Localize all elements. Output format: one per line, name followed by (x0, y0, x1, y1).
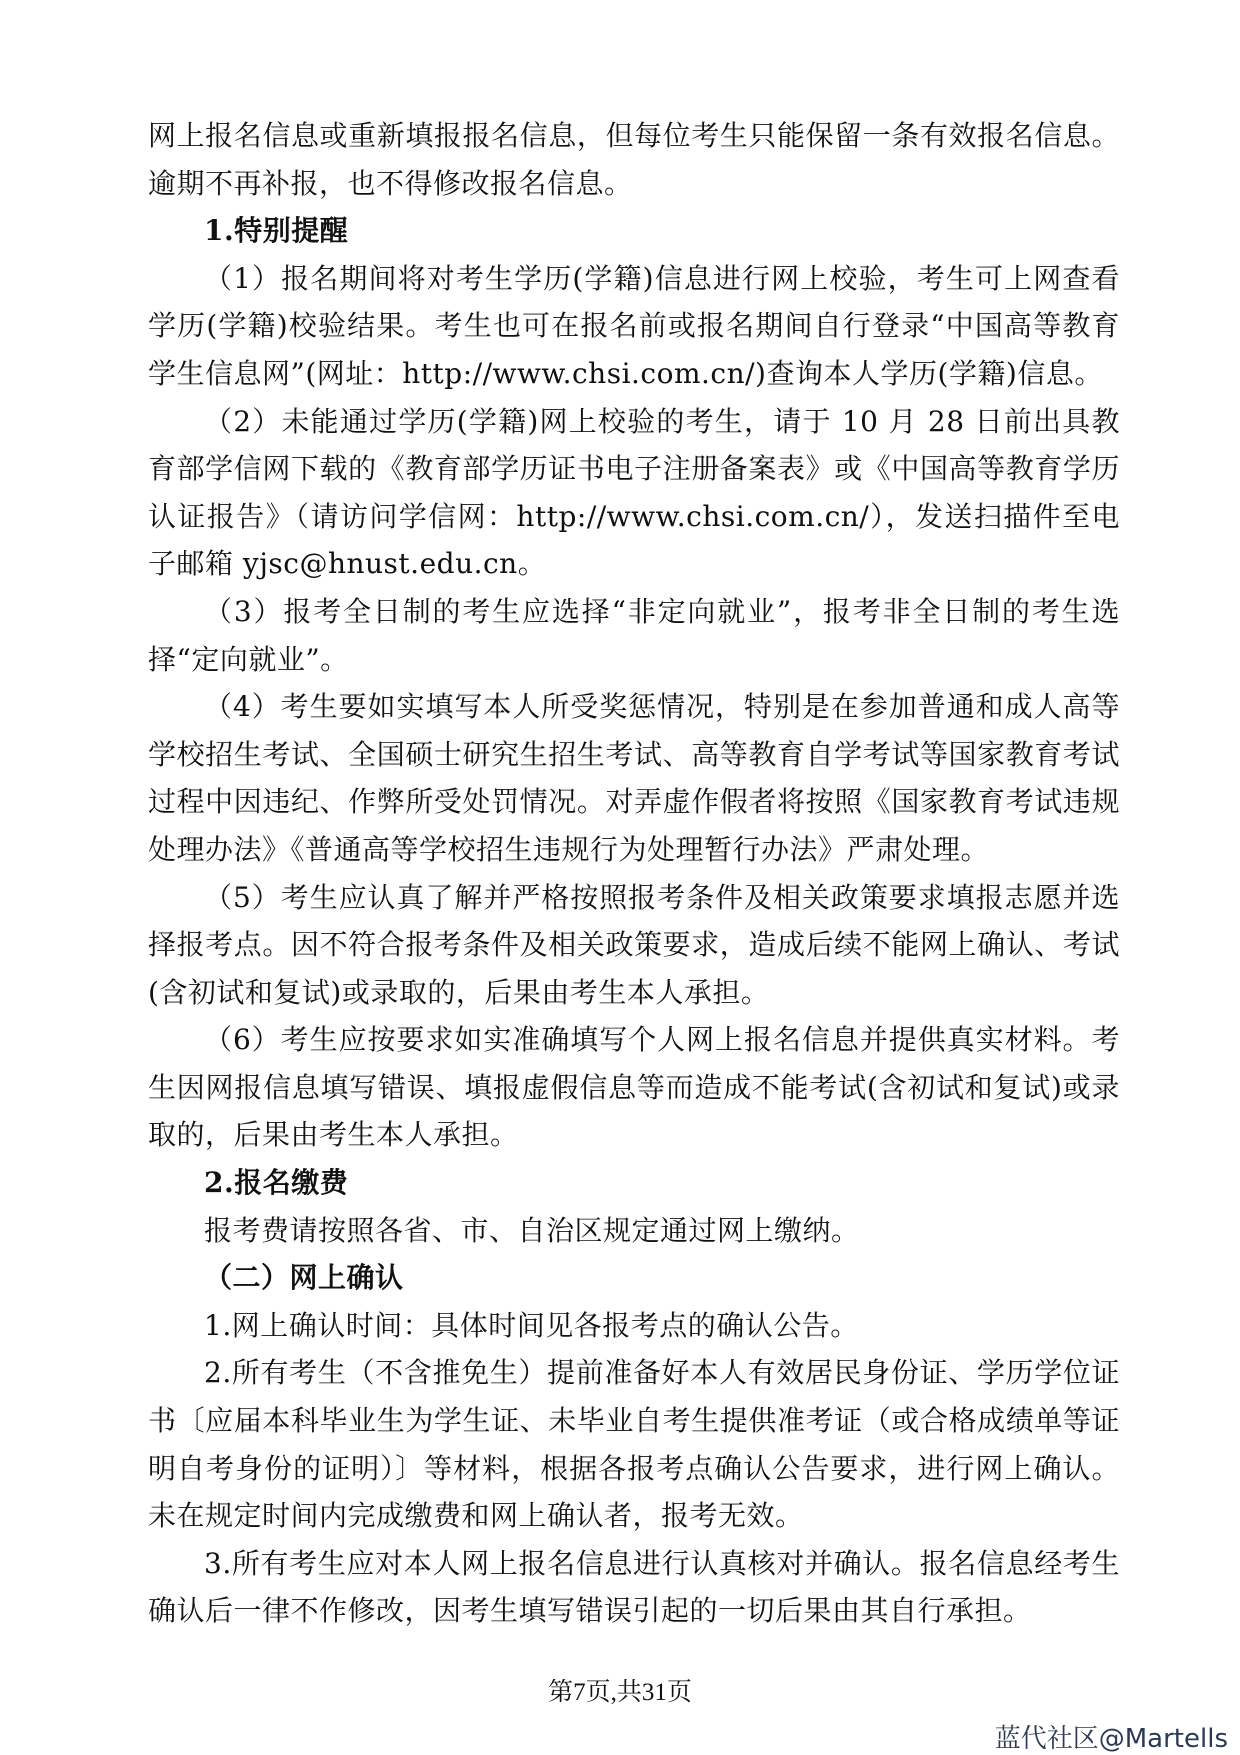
paragraph-fee: 报考费请按照各省、市、自治区规定通过网上缴纳。 (204, 1213, 860, 1247)
heading-special-reminder: 1.特别提醒 (204, 214, 349, 248)
heading-online-confirmation: （二）网上确认 (204, 1261, 404, 1295)
paragraph-confirmation-1: 1.网上确认时间：具体时间见各报考点的确认公告。 (204, 1308, 859, 1342)
paragraph-confirmation-2: 2.所有考生（不含推免生）提前准备好本人有效居民身份证、学历学位证书〔应届本科毕业生为学生证、未毕业自考生提供准考证（或合格成绩单等证明自考身份的证明）〕等材料，根据各报考点确认公告要求，进行网上确认。未在规定时间内完成缴费和网上确认者，报考无效。 (148, 1356, 1120, 1533)
paragraph-reminder-4: （4）考生要如实填写本人所受奖惩情况，特别是在参加普通和成人高等学校招生考试、全国硕士研究生招生考试、高等教育自学考试等国家教育考试过程中因违纪、作弊所受处罚情况。对弄虚作假者将按照《国家教育考试违规处理办法》《普通高等学校招生违规行为处理暂行办法》严肃处理。 (148, 690, 1120, 866)
paragraph-reminder-3: （3）报考全日制的考生应选择“非定向就业”，报考非全日制的考生选择“定向就业”。 (148, 594, 1120, 676)
heading-registration-fee: 2.报名缴费 (204, 1166, 349, 1200)
paragraph-reminder-5: （5）考生应认真了解并严格按照报考条件及相关政策要求填报志愿并选择报考点。因不符合报考条件及相关政策要求，造成后续不能网上确认、考试(含初试和复试)或录取的，后果由考生本人承担。 (148, 880, 1120, 1009)
paragraph-continuation: 网上报名信息或重新填报报名信息，但每位考生只能保留一条有效报名信息。逾期不再补报，也不得修改报名信息。 (148, 119, 1120, 200)
watermark: 蓝代社区@Martells (994, 1724, 1228, 1754)
page-number: 第7页,共31页 (548, 1679, 692, 1706)
paragraph-reminder-2: （2）未能通过学历(学籍)网上校验的考生，请于 10 月 28 日前出具教育部学信网下载的《教育部学历证书电子注册备案表》或《中国高等教育学历认证报告》（请访问学信网：http://www.chsi.com.cn/），发送扫描件至电子邮箱 yjsc@hnust.edu.cn。 (148, 404, 1120, 581)
paragraph-reminder-1: （1）报名期间将对考生学历(学籍)信息进行网上校验，考生可上网查看学历(学籍)校验结果。考生也可在报名前或报名期间自行登录“中国高等教育学生信息网”(网址：http://www.chsi.com.cn/)查询本人学历(学籍)信息。 (148, 261, 1120, 390)
document-body (148, 112, 1120, 1635)
paragraph-confirmation-3: 3.所有考生应对本人网上报名信息进行认真核对并确认。报名信息经考生确认后一律不作修改，因考生填写错误引起的一切后果由其自行承担。 (148, 1546, 1120, 1628)
paragraph-reminder-6: （6）考生应按要求如实准确填写个人网上报名信息并提供真实材料。考生因网报信息填写错误、填报虚假信息等而造成不能考试(含初试和复试)或录取的，后果由考生本人承担。 (148, 1023, 1120, 1152)
